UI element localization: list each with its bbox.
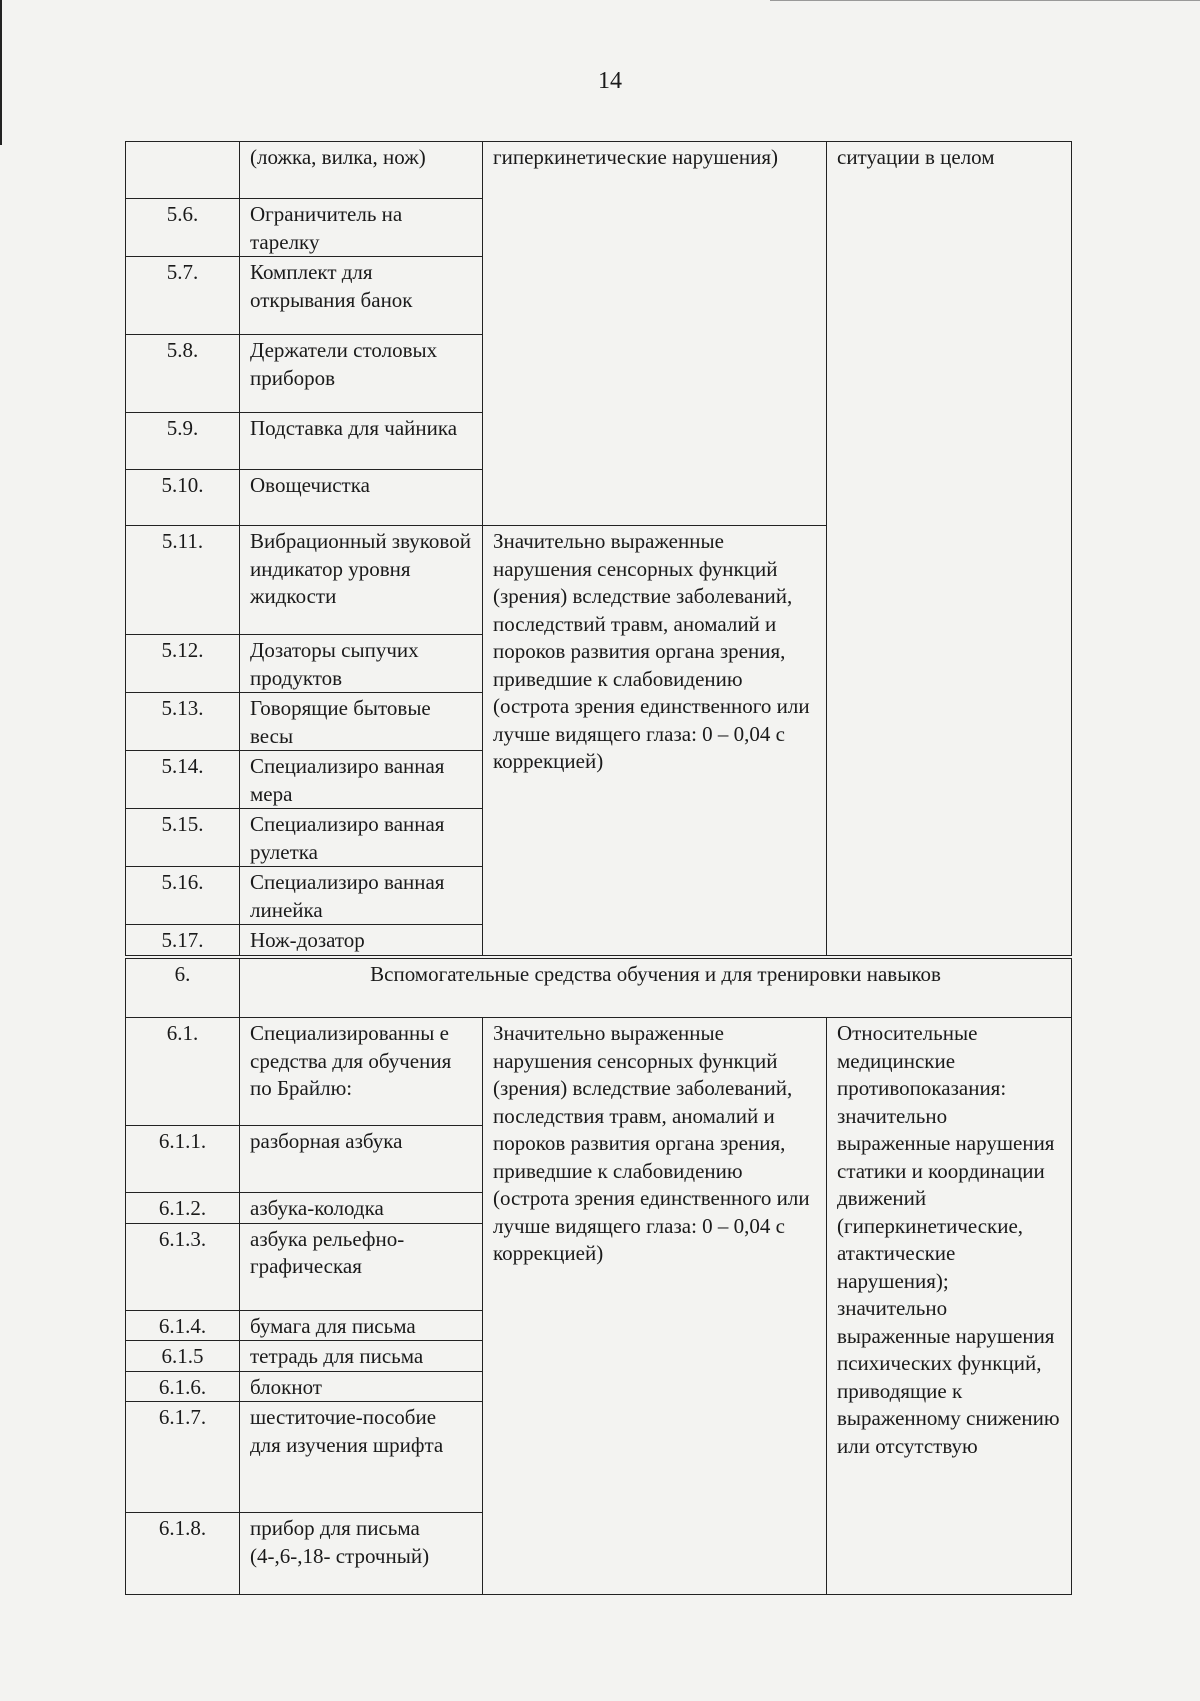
table-row xyxy=(126,142,1072,199)
indications-cell: гиперкинетические нарушения) xyxy=(483,142,827,526)
item-name: Специализиро ванная мера xyxy=(240,751,483,809)
equipment-table-section-6 xyxy=(125,958,1072,1595)
item-name: тетрадь для письма xyxy=(240,1341,483,1372)
item-name: Специализиро ванная рулетка xyxy=(240,809,483,867)
item-number: 6.1.8. xyxy=(126,1513,240,1595)
item-number: 5.9. xyxy=(126,413,240,470)
item-name: прибор для письма (4-,6-,18- строчный) xyxy=(240,1513,483,1595)
equipment-table xyxy=(125,141,1072,956)
item-name: (ложка, вилка, нож) xyxy=(240,142,483,199)
item-name: Дозаторы сыпучих продуктов xyxy=(240,635,483,693)
item-name: Вибрационный звуковой индикатор уровня жидкости xyxy=(240,526,483,635)
contraindications-cell: Относительные медицинские противопоказания: значительно выраженные нарушения статики и координации движений (гиперкинетические, атактические нарушения); значительно выраженные нарушения психических функций, приводящие к выраженному снижению или отсутствую xyxy=(827,1018,1072,1595)
item-number: 5.14. xyxy=(126,751,240,809)
item-number: 5.17. xyxy=(126,925,240,956)
item-name: шеститочие-пособие для изучения шрифта xyxy=(240,1402,483,1513)
scan-edge-line xyxy=(770,0,1200,1)
item-number: 5.10. xyxy=(126,470,240,526)
item-number: 6.1. xyxy=(126,1018,240,1126)
item-number: 6.1.5 xyxy=(126,1341,240,1372)
item-name: Нож-дозатор xyxy=(240,925,483,956)
item-number: 5.15. xyxy=(126,809,240,867)
item-name: Специализированны е средства для обучения по Брайлю: xyxy=(240,1018,483,1126)
item-number: 5.13. xyxy=(126,693,240,751)
item-name: Комплект для открывания банок xyxy=(240,257,483,335)
item-name: блокнот xyxy=(240,1371,483,1402)
item-number: 5.8. xyxy=(126,335,240,413)
item-number: 5.16. xyxy=(126,867,240,925)
section-title: Вспомогательные средства обучения и для тренировки навыков xyxy=(240,959,1072,1018)
item-name: разборная азбука xyxy=(240,1126,483,1193)
item-number xyxy=(126,142,240,199)
item-number: 5.12. xyxy=(126,635,240,693)
item-name: Говорящие бытовые весы xyxy=(240,693,483,751)
item-number: 6.1.6. xyxy=(126,1371,240,1402)
indications-cell: Значительно выраженные нарушения сенсорных функций (зрения) вследствие заболеваний, последствия травм, аномалий и пороков развития органа зрения, приведшие к слабовидению (острота зрения единственного или лучше видящего глаза: 0 – 0,04 с коррекцией) xyxy=(483,1018,827,1595)
indications-cell: Значительно выраженные нарушения сенсорных функций (зрения) вследствие заболеваний, последствий травм, аномалий и пороков развития органа зрения, приведшие к слабовидению (острота зрения единственного или лучше видящего глаза: 0 – 0,04 с коррекцией) xyxy=(483,526,827,956)
item-name: Ограничитель на тарелку xyxy=(240,199,483,257)
item-name: Специализиро ванная линейка xyxy=(240,867,483,925)
item-number: 6.1.2. xyxy=(126,1193,240,1224)
item-name: бумага для письма xyxy=(240,1310,483,1341)
item-name: Держатели столовых приборов xyxy=(240,335,483,413)
item-number: 5.11. xyxy=(126,526,240,635)
item-number: 6.1.1. xyxy=(126,1126,240,1193)
item-name: азбука рельефно-графическая xyxy=(240,1223,483,1310)
item-name: азбука-колодка xyxy=(240,1193,483,1224)
section-number: 6. xyxy=(126,959,240,1018)
section-header-row xyxy=(126,959,1072,1018)
contraindications-cell: ситуации в целом xyxy=(827,142,1072,956)
item-number: 6.1.7. xyxy=(126,1402,240,1513)
item-number: 5.6. xyxy=(126,199,240,257)
page-number: 14 xyxy=(598,68,622,94)
item-name: Овощечистка xyxy=(240,470,483,526)
item-number: 5.7. xyxy=(126,257,240,335)
item-name: Подставка для чайника xyxy=(240,413,483,470)
item-number: 6.1.3. xyxy=(126,1223,240,1310)
table-row xyxy=(126,1018,1072,1126)
item-number: 6.1.4. xyxy=(126,1310,240,1341)
